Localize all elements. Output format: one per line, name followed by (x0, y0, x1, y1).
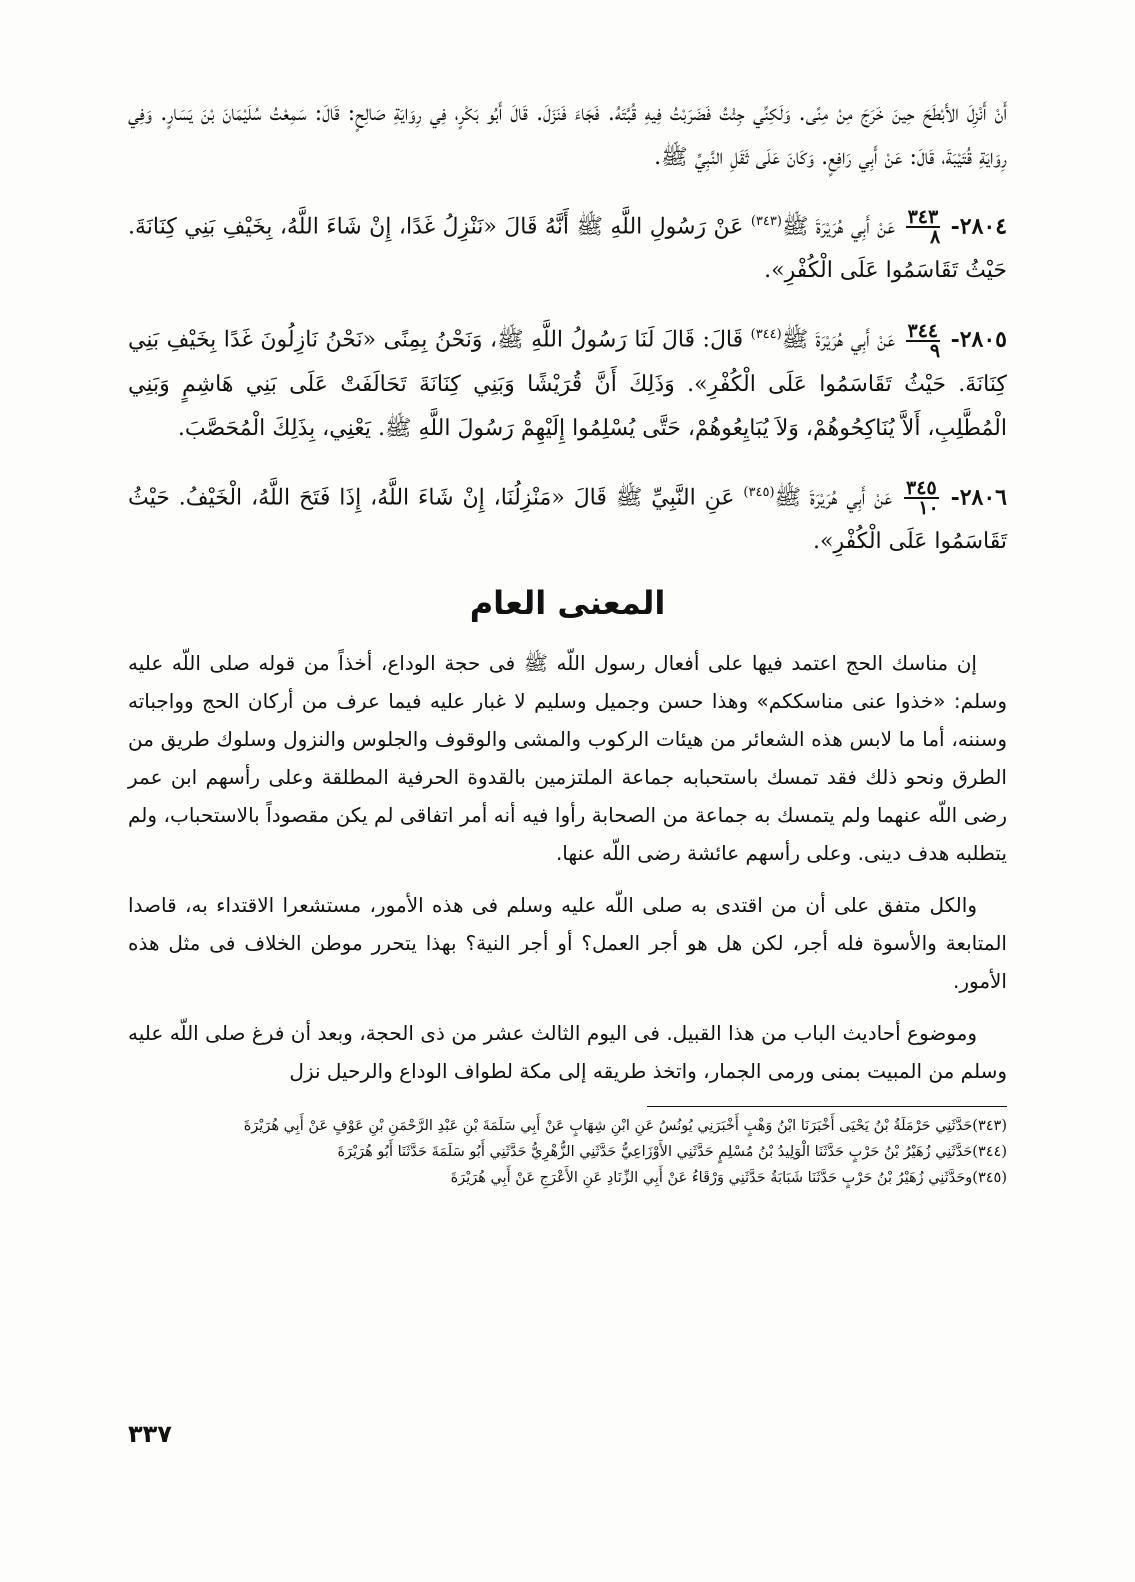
fraction-bottom: ٩ (929, 339, 941, 362)
intro-paragraph: أَنْ أَنْزِلَ الأَبْطَحَ حِينَ خَرَجَ مِنْ مِنًى. وَلَكِنِّي جِئْتُ فَضَرَبْتُ فِيهِ قُبَّتَهُ. فَجَاءَ فَنَزَلَ. قَالَ أَبُو بَكْرٍ، فِي رِوَايَةِ صَالِحٍ: قَالَ: سَمِعْتُ سُلَيْمَانَ بْنَ يَسَارٍ. وَفِي رِوَايَةِ قُتَيْبَةَ، قَالَ: عَنْ أَبِي رَافِعٍ. وَكَانَ عَلَى ثَقَلِ النَّبِيِّ ﷺ. (128, 101, 1007, 170)
fraction-top: ٣٤٣ (907, 206, 939, 229)
hadith-text: قَالَ: قَالَ لَنَا رَسُولُ اللَّهِ ﷺ، وَنَحْنُ بِمِنًى «نَحْنُ نَازِلُونَ غَدًا بِخَيْفِ بَنِي كِنَانَةَ. حَيْثُ تَقَاسَمُوا عَلَى الْكُفْرِ». وَذَلِكَ أَنَّ قُرَيْشًا وَبَنِي كِنَانَةَ تَحَالَفَتْ عَلَى بَنِي هَاشِمٍ وَبَنِي الْمُطَّلِبِ، أَلاَّ يُنَاكِحُوهُمْ، وَلاَ يُبَايِعُوهُمْ، حَتَّى يُسْلِمُوا إِلَيْهِمْ رَسُولَ اللَّهِ ﷺ. يَعْنِي، بِذَلِكَ الْمُحَصَّبَ. (128, 327, 1007, 441)
hadith-lead: عَنْ أَبِي هُرَيْرَةَ ﷺ (774, 484, 893, 510)
commentary-paragraph: وموضوع أحاديث الباب من هذا القبيل. فى اليوم الثالث عشر من ذى الحجة، وبعد أن فرغ صلى اللّه عليه وسلم من المبيت بمنى ورمى الجمار، واتخذ طريقه إلى مكة لطواف الوداع والرحيل نزل (128, 1020, 1007, 1083)
hadith-number: ٢٨٠٦- (950, 483, 1007, 510)
footnote-345: (٣٤٥)وحَدَّثَنِي زُهَيْرُ بْنُ حَرْبٍ حَدَّثَنَا شَبَابَةُ حَدَّثَنِي وَرْقَاءُ عَنْ أَبِي الزِّنَادِ عَنِ الأَعْرَجِ عَنْ أَبِي هُرَيْرَةَ (450, 1169, 1007, 1186)
section-heading: المعنى العام (469, 583, 666, 622)
hadith-text: عَنْ رَسُولِ اللَّهِ ﷺ أَنَّهُ قَالَ «نَنْزِلُ غَدًا، إِنْ شَاءَ اللَّهُ، بِخَيْفِ بَنِي كِنَانَةَ. حَيْثُ تَقَاسَمُوا عَلَى الْكُفْرِ». (128, 214, 1007, 284)
commentary-paragraph: إن مناسك الحج اعتمد فيها على أفعال رسول اللّه ﷺ فى حجة الوداع، أخذاً من قوله صلى اللّه عليه وسلم: «خذوا عنى مناسككم» وهذا حسن وجميل وسليم لا غبار عليه فيما عرف من أركان الحج وواجباته وسننه، أما ما لابس هذه الشعائر من هيئات الركوب والمشى والوقوف والجلوس والنزول وسلوك طريق من الطرق ونحو ذلك فقد تمسك باستحبابه جماعة الملتزمين بالقدوة الحرفية المطلقة وعلى رأسهم ابن عمر رضى اللّه عنهما ولم يتمسك به جماعة من الصحابة رأوا فيه أنه أمر اتفاقى لم يكن مقصوداً بالاستحباب، ولم يتطلبه هدف دينى. وعلى رأسهم عائشة رضى اللّه عنها. (128, 650, 1007, 865)
hadith-fraction (906, 319, 941, 362)
fraction-top: ٣٤٥ (906, 476, 937, 499)
fraction-bottom: ١٠ (918, 496, 939, 519)
fraction-bottom: ٨ (929, 226, 941, 249)
footnotes (128, 1106, 1007, 1191)
fraction-top: ٣٤٤ (907, 319, 939, 342)
commentary-paragraph: والكل متفق على أن من اقتدى به صلى اللّه عليه وسلم فى هذه الأمور، مستشعرا الاقتداء به، قاصدا المتابعة والأسوة فله أجر، لكن هل هو أجر العمل؟ أو أجر النية؟ بهذا يتحرر موطن الخلاف فى مثل هذه الأمور. (128, 892, 1007, 993)
hadith-fraction (904, 476, 939, 519)
hadith-2805 (128, 313, 1007, 450)
hadith-fraction (906, 206, 941, 249)
footnote-343: (٣٤٣)حَدَّثَنِي حَرْمَلَةُ بْنُ يَحْيَى أَخْبَرَنَا ابْنُ وَهْبٍ أَخْبَرَنِي يُونُسُ عَنِ ابْنِ شِهَابٍ عَنْ أَبِي سَلَمَةَ بْنِ عَبْدِ الرَّحْمَنِ بْنِ عَوْفٍ عَنْ أَبِي هُرَيْرَةَ (243, 1117, 1007, 1134)
hadith-2804 (128, 200, 1007, 293)
footnote-ref: (٣٤٤) (750, 327, 782, 343)
hadith-text: عَنِ النَّبِيِّ ﷺ قَالَ «مَنْزِلُنَا، إِنْ شَاءَ اللَّهُ، إِذَا فَتَحَ اللَّهُ، الْخَيْفُ. حَيْثُ تَقَاسَمُوا عَلَى الْكُفْرِ». (128, 484, 1007, 554)
hadith-lead: عَنْ أَبِي هُرَيْرَةَ ﷺ (781, 327, 896, 353)
page-number: ٣٣٧ (128, 1420, 172, 1448)
footnote-ref: (٣٤٥) (743, 484, 775, 500)
hadith-number: ٢٨٠٥- (950, 326, 1007, 353)
hadith-lead: عَنْ أَبِي هُرَيْرَةَ ﷺ (781, 214, 896, 240)
footnote-divider (647, 1106, 1007, 1107)
hadith-number: ٢٨٠٤- (950, 213, 1008, 240)
hadith-2806 (128, 471, 1007, 564)
footnote-ref: (٣٤٣) (750, 214, 782, 229)
footnote-344: (٣٤٤)حَدَّثَنِي زُهَيْرُ بْنُ حَرْبٍ حَدَّثَنَا الْوَلِيدُ بْنُ مُسْلِمٍ حَدَّثَنِي الأَوْزَاعِيُّ حَدَّثَنِي الزُّهْرِيُّ حَدَّثَنِي أَبُو سَلَمَةَ حَدَّثَنَا أَبُو هُرَيْرَةَ (337, 1143, 1007, 1160)
